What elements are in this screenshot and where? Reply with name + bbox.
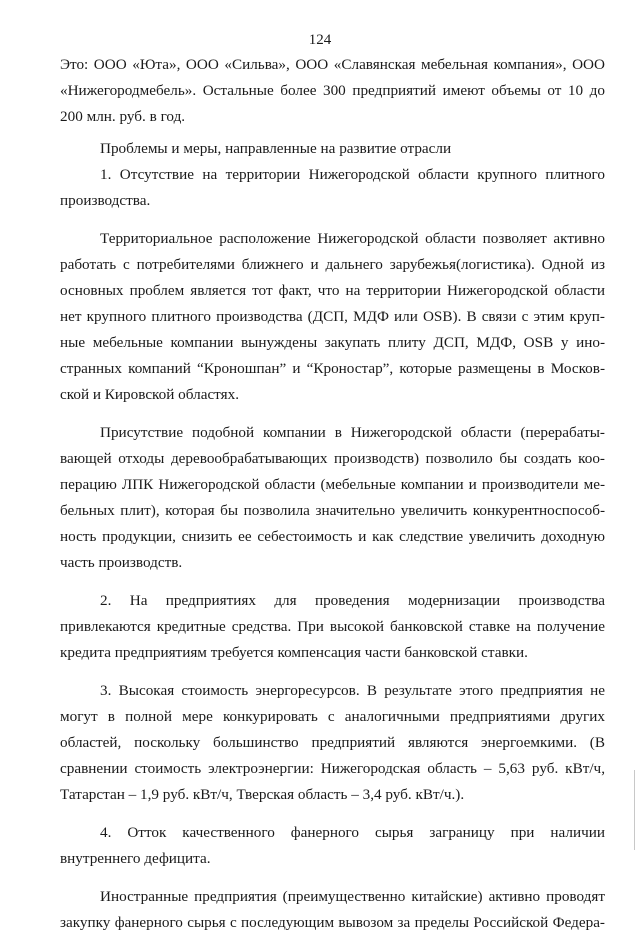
text-line: странных компаний “Кроношпан” и “Кроностар”, которые размещены в Москов- <box>60 360 605 377</box>
text-line: могут в полной мере конкурировать с аналогичными предприятиями других <box>60 708 605 725</box>
text-line: Проблемы и меры, направленные на развитие отрасли <box>100 140 452 157</box>
text-line: 3. Высокая стоимость энергоресурсов. В результате этого предприятия не <box>100 682 605 699</box>
text-line: внутреннего дефицита. <box>60 850 211 867</box>
text-line: Это: ООО «Юта», ООО «Сильва», ООО «Славянская мебельная компания», ООО <box>60 56 605 73</box>
text-line: ные мебельные компании вынуждены закупать плиту ДСП, МДФ, OSB у ино- <box>60 334 605 351</box>
text-line: 200 млн. руб. в год. <box>60 108 186 125</box>
text-line: закупку фанерного сырья с последующим вывозом за пределы Российской Федера- <box>60 914 605 931</box>
text-line: основных проблем является тот факт, что на территории Нижегородской области <box>60 282 605 299</box>
text-line: 1. Отсутствие на территории Нижегородской области крупного плитного <box>100 166 605 183</box>
scan-edge-mark <box>634 770 635 850</box>
text-line: вающей отходы деревообрабатывающих производств) позволило бы создать коо- <box>60 450 605 467</box>
text-line: Присутствие подобной компании в Нижегородской области (перерабаты- <box>100 424 605 441</box>
text-line: областей, поскольку большинство предприятий являются энергоемкими. (В <box>60 734 605 751</box>
text-line: Территориальное расположение Нижегородской области позволяет активно <box>100 230 605 247</box>
text-line: нет крупного плитного производства (ДСП, МДФ или OSB). В связи с этим круп- <box>60 308 605 325</box>
text-line: производства. <box>60 192 151 209</box>
document-body <box>60 52 605 936</box>
text-line: 2. На предприятиях для проведения модернизации производства <box>100 592 605 609</box>
text-line: сравнении стоимость электроэнергии: Нижегородская область – 5,63 руб. кВт/ч, <box>60 760 605 777</box>
page-number: 124 <box>308 32 332 48</box>
text-line: кредита предприятиям требуется компенсация части банковской ставки. <box>60 644 528 661</box>
text-line: 4. Отток качественного фанерного сырья заграницу при наличии <box>100 824 605 841</box>
text-line: привлекаются кредитные средства. При высокой банковской ставке на получение <box>60 618 605 635</box>
text-line: ской и Кировской областях. <box>60 386 240 403</box>
text-line: перацию ЛПК Нижегородской области (мебельные компании и производители ме- <box>60 476 605 493</box>
text-line: Иностранные предприятия (преимущественно китайские) активно проводят <box>100 888 605 905</box>
text-line: «Нижегородмебель». Остальные более 300 предприятий имеют объемы от 10 до <box>60 82 605 99</box>
text-line: бельных плит), которая бы позволила значительно увеличить конкурентноспособ- <box>60 502 605 519</box>
text-line: часть производств. <box>60 554 183 571</box>
text-line: Татарстан – 1,9 руб. кВт/ч, Тверская область – 3,4 руб. кВт/ч.). <box>60 786 465 803</box>
text-line: ность продукции, снизить ее себестоимость и как следствие увеличить доходную <box>60 528 605 545</box>
text-line: работать с потребителями ближнего и дальнего зарубежья(логистика). Одной из <box>60 256 605 273</box>
